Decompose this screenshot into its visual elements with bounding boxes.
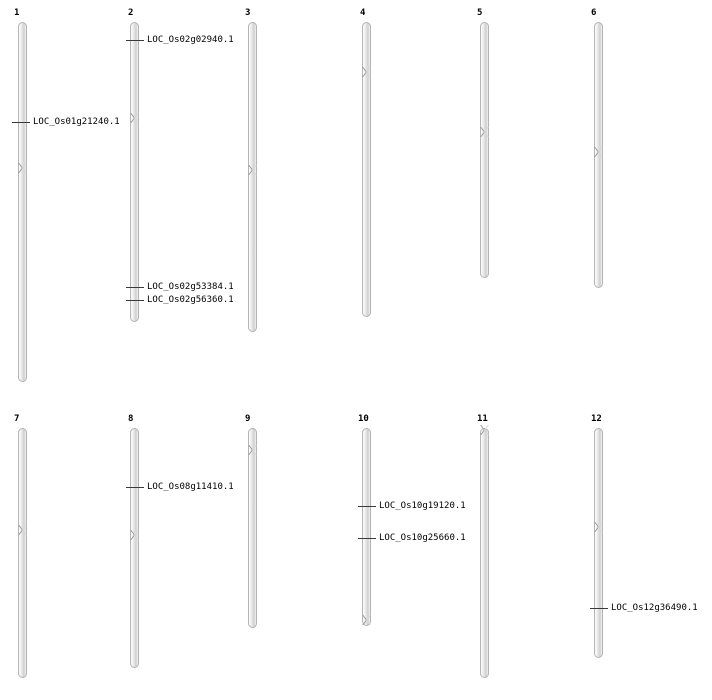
marker-label-LOC_Os10g25660.1: LOC_Os10g25660.1 [379,533,466,543]
chromosome-2 [130,22,139,322]
chromosome-label-9: 9 [245,414,251,424]
chromosome-1 [18,22,27,382]
chromosome-7 [18,428,27,678]
marker-label-LOC_Os10g19120.1: LOC_Os10g19120.1 [379,501,466,511]
centromere-3 [248,165,257,175]
chromosome-label-3: 3 [245,8,251,18]
chromosome-label-8: 8 [128,414,134,424]
chromosome-9 [248,428,257,628]
marker-label-LOC_Os08g11410.1: LOC_Os08g11410.1 [147,482,234,492]
marker-tick-LOC_Os12g36490.1 [590,608,608,609]
marker-label-LOC_Os02g56360.1: LOC_Os02g56360.1 [147,295,234,305]
marker-tick-LOC_Os02g56360.1 [126,300,144,301]
chromosome-label-12: 12 [591,414,602,424]
centromere-6 [594,147,603,157]
marker-tick-LOC_Os10g25660.1 [358,538,376,539]
centromere-5 [480,127,489,137]
chromosome-3 [248,22,257,332]
chromosome-10 [362,428,371,626]
centromere-7 [18,525,27,535]
centromere-11 [480,425,489,435]
centromere-8 [130,530,139,540]
chromosome-label-10: 10 [358,414,369,424]
centromere-4 [362,67,371,77]
chromosome-5 [480,22,489,278]
centromere-1 [18,163,27,173]
centromere-10 [362,615,371,625]
marker-tick-LOC_Os02g02940.1 [126,40,144,41]
chromosome-label-7: 7 [14,414,20,424]
chromosome-8 [130,428,139,668]
chromosome-label-11: 11 [477,414,488,424]
marker-label-LOC_Os01g21240.1: LOC_Os01g21240.1 [33,117,120,127]
chromosome-12 [594,428,603,658]
chromosome-label-4: 4 [360,8,366,18]
chromosome-label-1: 1 [14,8,20,18]
centromere-2 [130,113,139,123]
chromosome-label-5: 5 [477,8,483,18]
chromosome-label-2: 2 [128,8,134,18]
chromosome-label-6: 6 [591,8,597,18]
centromere-12 [594,522,603,532]
marker-label-LOC_Os12g36490.1: LOC_Os12g36490.1 [611,603,698,613]
marker-tick-LOC_Os08g11410.1 [126,487,144,488]
marker-tick-LOC_Os10g19120.1 [358,506,376,507]
marker-label-LOC_Os02g02940.1: LOC_Os02g02940.1 [147,35,234,45]
marker-label-LOC_Os02g53384.1: LOC_Os02g53384.1 [147,282,234,292]
marker-tick-LOC_Os01g21240.1 [12,122,30,123]
marker-tick-LOC_Os02g53384.1 [126,287,144,288]
centromere-9 [248,445,257,455]
chromosome-11 [480,428,489,678]
